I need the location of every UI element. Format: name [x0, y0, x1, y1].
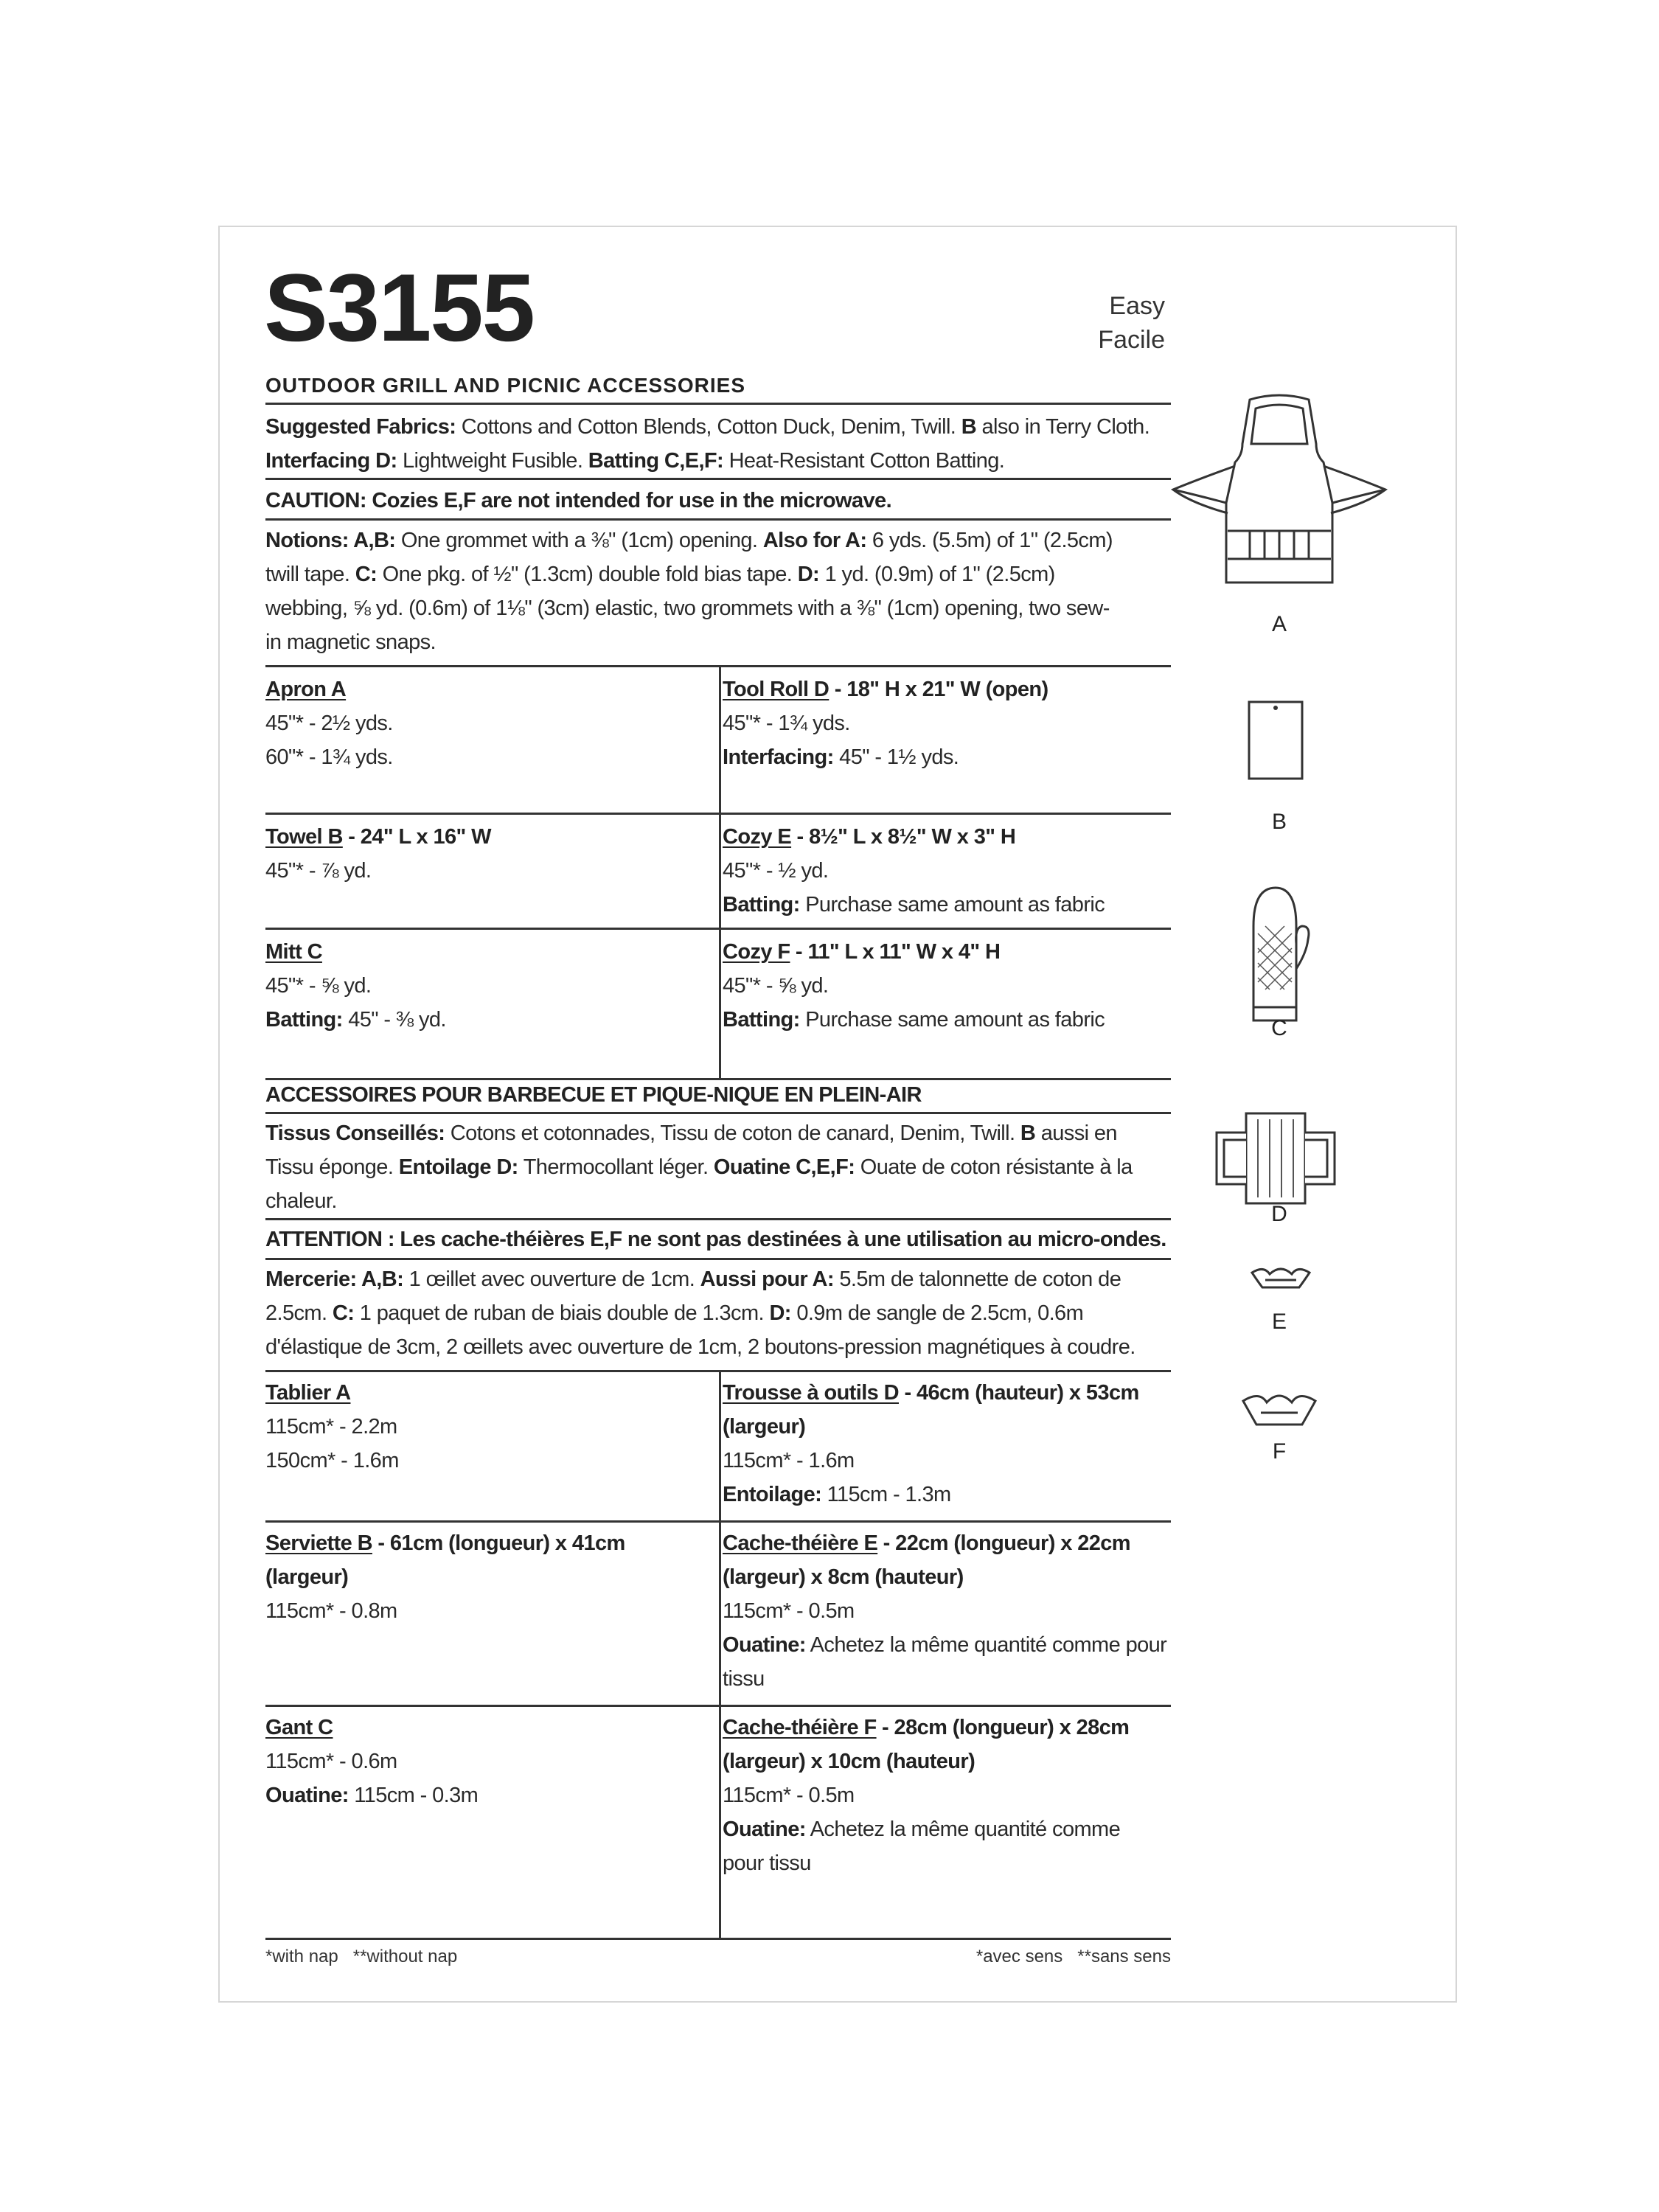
- trousse-title: Trousse à outils D: [723, 1381, 899, 1405]
- notions-also-label: Also for A:: [762, 529, 867, 552]
- footnote-en: *with nap **without nap: [265, 1947, 458, 1966]
- mercerie-also-label: Aussi pour A:: [700, 1267, 834, 1291]
- metrage-line: Achetez la même quantité comme pour: [805, 1633, 1167, 1657]
- mercerie-text: 5.5m de talonnette de coton de: [839, 1267, 1121, 1291]
- cache-f-dims: (largeur) x 10cm (hauteur): [723, 1750, 975, 1773]
- tool-roll-sketch: [1209, 1110, 1342, 1206]
- apron-yardage: [265, 672, 393, 774]
- trousse-dims: - 46cm (hauteur) x 53cm: [899, 1381, 1139, 1405]
- interfacing-label: Interfacing D:: [265, 449, 397, 473]
- notions-text: One pkg. of ½" (1.3cm) double fold bias tape.: [382, 563, 793, 586]
- mitt-yardage: [265, 935, 446, 1037]
- yardage-line: 45"* - 1¾ yds.: [723, 712, 850, 735]
- divider: [265, 478, 1171, 480]
- ouatine-label: Ouatine:: [723, 1633, 806, 1657]
- notions-d-label: D:: [797, 563, 820, 586]
- trousse-metrage: [723, 1376, 1139, 1512]
- yardage-line: Purchase same amount as fabric: [799, 893, 1105, 917]
- caution-note: CAUTION: Cozies E,F are not intended for use in the microwave.: [265, 489, 892, 512]
- table-column-divider: [719, 665, 721, 1078]
- cache-f-dims: - 28cm (longueur) x 28cm: [876, 1716, 1130, 1739]
- fabrics-b-label: B: [961, 415, 977, 439]
- metrage-line: 115cm* - 0.5m: [723, 1784, 855, 1807]
- pattern-number: S3155: [264, 254, 534, 361]
- sketch-label-a: A: [1271, 612, 1287, 636]
- tissus-text: Cotons et cotonnades, Tissu de coton de canard, Denim, Twill.: [450, 1121, 1015, 1145]
- divider: [265, 403, 1171, 405]
- yardage-line: 45" - 1½ yds.: [833, 745, 959, 769]
- mercerie-text: 2.5cm.: [265, 1301, 327, 1325]
- cozy-e-dims: - 8½" L x 8½" W x 3" H: [791, 825, 1016, 849]
- yardage-line: 45"* - ⅝ yd.: [265, 974, 372, 998]
- tissus-text: aussi en: [1040, 1121, 1117, 1145]
- table-rule: [265, 665, 1171, 667]
- serviette-title: Serviette B: [265, 1531, 372, 1555]
- sketch-label-b: B: [1271, 810, 1287, 834]
- yardage-line: 45" - ⅜ yd.: [342, 1008, 446, 1032]
- ouatine-text: Ouate de coton résistante à la: [860, 1155, 1133, 1179]
- fabrics-paragraph: [265, 410, 1180, 478]
- ouatine-label: Ouatine:: [723, 1818, 806, 1841]
- metrage-line: 115cm* - 2.2m: [265, 1415, 397, 1439]
- mercerie-text: 1 œillet avec ouverture de 1cm.: [408, 1267, 695, 1291]
- batting-label: Batting:: [265, 1008, 343, 1032]
- cozy-e-sketch: [1248, 1262, 1314, 1295]
- entoilage-label: Entoilage:: [723, 1483, 822, 1506]
- divider: [265, 1112, 1171, 1114]
- yardage-line: 60"* - 1¾ yds.: [265, 745, 393, 769]
- cache-e-metrage: [723, 1526, 1166, 1696]
- notions-text: One grommet with a ⅜" (1cm) opening.: [400, 529, 758, 552]
- tablier-metrage: [265, 1376, 399, 1478]
- cozy-e-title: Cozy E: [723, 825, 792, 849]
- cozy-f-dims: - 11" L x 11" W x 4" H: [790, 940, 1001, 964]
- metrage-line: Achetez la même quantité comme: [805, 1818, 1121, 1841]
- interfacing-text: Lightweight Fusible.: [402, 449, 583, 473]
- notions-label: Notions: A,B:: [265, 529, 396, 552]
- apron-sketch: [1169, 392, 1390, 606]
- gant-metrage: [265, 1711, 478, 1812]
- batting-label: Batting C,E,F:: [588, 449, 724, 473]
- metrage-line: 115cm* - 0.6m: [265, 1750, 397, 1773]
- mercerie-text: d'élastique de 3cm, 2 œillets avec ouverture de 1cm, 2 boutons-pression magnétiques à coudre.: [265, 1335, 1135, 1359]
- difficulty-fr: Facile: [1098, 326, 1165, 354]
- towel-title: Towel B: [265, 825, 343, 849]
- notions-c-label: C:: [355, 563, 378, 586]
- difficulty-en: Easy: [1109, 292, 1165, 320]
- metrage-line: pour tissu: [723, 1851, 811, 1875]
- cache-e-dims: (largeur) x 8cm (hauteur): [723, 1565, 964, 1589]
- cozy-f-yardage: [723, 935, 1105, 1037]
- yardage-line: Purchase same amount as fabric: [799, 1008, 1105, 1032]
- cozy-f-title: Cozy F: [723, 940, 790, 964]
- interfacing-label: Interfacing:: [723, 745, 834, 769]
- mercerie-d-label: D:: [769, 1301, 791, 1325]
- sketch-label-c: C: [1271, 1016, 1287, 1040]
- table-rule: [265, 1520, 1171, 1523]
- cozy-e-yardage: [723, 820, 1105, 922]
- batting-label: Batting:: [723, 1008, 800, 1032]
- metrage-line: 115cm* - 1.6m: [723, 1449, 855, 1472]
- french-title: ACCESSOIRES POUR BARBECUE ET PIQUE-NIQUE EN PLEIN-AIR: [265, 1083, 922, 1107]
- toolroll-yardage: [723, 672, 1048, 774]
- cache-e-title: Cache-théière E: [723, 1531, 878, 1555]
- notions-paragraph: [265, 524, 1180, 659]
- toolroll-title: Tool Roll D: [723, 678, 830, 701]
- fabrics-label: Suggested Fabrics:: [265, 415, 456, 439]
- cache-f-title: Cache-théière F: [723, 1716, 877, 1739]
- notions-text: webbing, ⅝ yd. (0.6m) of 1⅛" (3cm) elastic, two grommets with a ⅜" (1cm) opening, two sew-: [265, 597, 1110, 620]
- mercerie-paragraph: [265, 1262, 1180, 1364]
- table-rule: [265, 813, 1171, 815]
- notions-text: 1 yd. (0.9m) of 1" (2.5cm): [824, 563, 1055, 586]
- cache-f-metrage: [723, 1711, 1129, 1880]
- notions-text: 6 yds. (5.5m) of 1" (2.5cm): [872, 529, 1113, 552]
- metrage-line: tissu: [723, 1667, 765, 1691]
- divider: [265, 1218, 1171, 1220]
- toolroll-dims: - 18" H x 21" W (open): [829, 678, 1048, 701]
- english-title: OUTDOOR GRILL AND PICNIC ACCESSORIES: [265, 374, 746, 397]
- table-rule: [265, 928, 1171, 930]
- footnote-fr: *avec sens **sans sens: [975, 1947, 1171, 1966]
- towel-dims: - 24" L x 16" W: [342, 825, 491, 849]
- entoilage-text: Thermocollant léger.: [523, 1155, 709, 1179]
- yardage-line: 45"* - ⅞ yd.: [265, 859, 372, 883]
- sketch-label-f: F: [1272, 1439, 1287, 1464]
- cozy-f-sketch: [1239, 1388, 1320, 1432]
- fabrics-b-text: also in Terry Cloth.: [981, 415, 1150, 439]
- table-rule: [265, 1370, 1171, 1372]
- attention-note: ATTENTION : Les cache-théières E,F ne sont pas destinées à une utilisation au micro-ondes.: [265, 1228, 1166, 1251]
- sketch-label-d: D: [1271, 1202, 1287, 1226]
- difficulty: [1069, 289, 1165, 357]
- tissus-text: chaleur.: [265, 1189, 337, 1213]
- divider: [265, 518, 1171, 521]
- metrage-line: 115cm - 0.3m: [348, 1784, 479, 1807]
- yardage-line: 45"* - ½ yd.: [723, 859, 829, 883]
- mercerie-text: 1 paquet de ruban de biais double de 1.3cm.: [359, 1301, 764, 1325]
- french-fabrics-paragraph: [265, 1116, 1180, 1218]
- metrage-line: 115cm - 1.3m: [821, 1483, 951, 1506]
- mercerie-text: 0.9m de sangle de 2.5cm, 0.6m: [796, 1301, 1084, 1325]
- cache-e-dims: - 22cm (longueur) x 22cm: [877, 1531, 1130, 1555]
- yardage-line: 45"* - ⅝ yd.: [723, 974, 829, 998]
- fabrics-text: Cottons and Cotton Blends, Cotton Duck, Denim, Twill.: [461, 415, 956, 439]
- divider: [265, 1938, 1171, 1940]
- tissus-text: Tissu éponge.: [265, 1155, 394, 1179]
- mercerie-label: Mercerie: A,B:: [265, 1267, 404, 1291]
- metrage-line: 150cm* - 1.6m: [265, 1449, 399, 1472]
- tissus-b-label: B: [1020, 1121, 1036, 1145]
- metrage-line: 115cm* - 0.5m: [723, 1599, 855, 1623]
- notions-text: twill tape.: [265, 563, 350, 586]
- batting-text: Heat-Resistant Cotton Batting.: [728, 449, 1005, 473]
- metrage-line: 115cm* - 0.8m: [265, 1599, 397, 1623]
- table-column-divider: [719, 1370, 721, 1938]
- gant-title: Gant C: [265, 1716, 333, 1739]
- tissus-label: Tissus Conseillés:: [265, 1121, 445, 1145]
- entoilage-label: Entoilage D:: [398, 1155, 518, 1179]
- mitt-sketch: [1231, 882, 1312, 1029]
- batting-label: Batting:: [723, 893, 800, 917]
- trousse-dims: (largeur): [723, 1415, 806, 1439]
- apron-title: Apron A: [265, 678, 347, 701]
- sketch-label-e: E: [1271, 1310, 1287, 1334]
- serviette-dims: - 61cm (longueur) x 41cm: [372, 1531, 625, 1555]
- table-rule: [265, 1705, 1171, 1707]
- ouatine-label: Ouatine:: [265, 1784, 349, 1807]
- towel-sketch: [1246, 699, 1305, 782]
- mitt-title: Mitt C: [265, 940, 322, 964]
- serviette-metrage: [265, 1526, 625, 1628]
- notions-text: in magnetic snaps.: [265, 630, 436, 654]
- serviette-dims: (largeur): [265, 1565, 349, 1589]
- towel-yardage: [265, 820, 491, 888]
- ouatine-label: Ouatine C,E,F:: [713, 1155, 855, 1179]
- tablier-title: Tablier A: [265, 1381, 351, 1405]
- divider: [265, 1258, 1171, 1260]
- yardage-line: 45"* - 2½ yds.: [265, 712, 393, 735]
- mercerie-c-label: C:: [332, 1301, 355, 1325]
